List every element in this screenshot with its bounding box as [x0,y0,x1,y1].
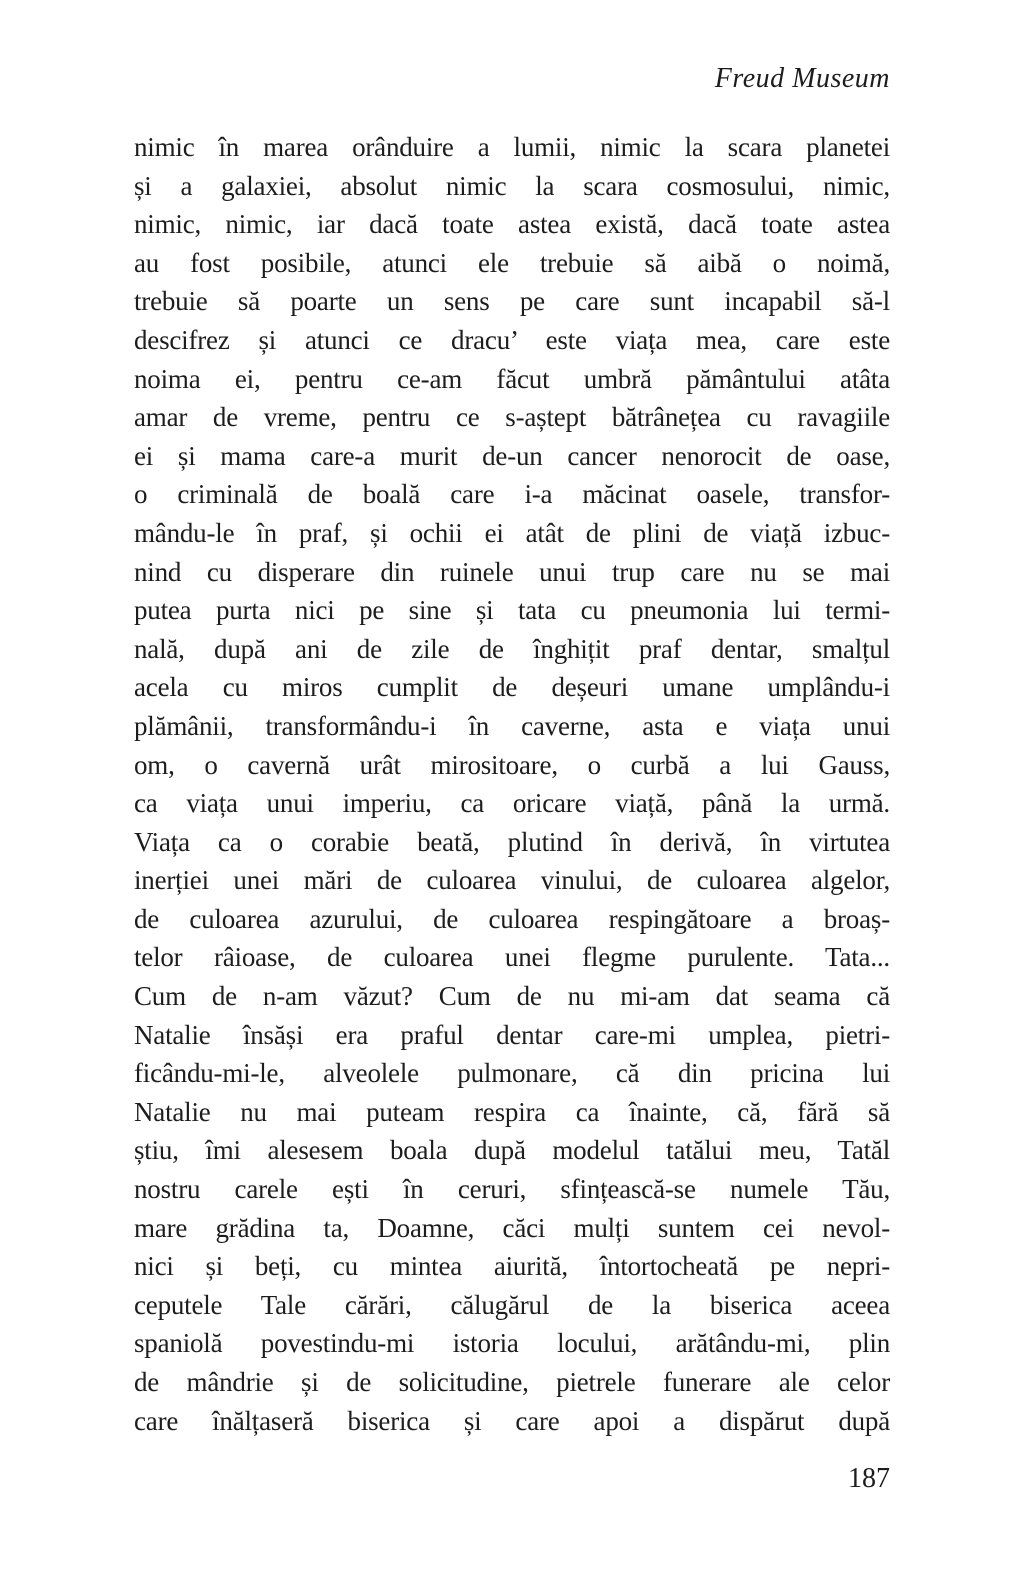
text-line: ei și mama care-a murit de-un cancer nenorocit de oase, [134,440,890,471]
text-line: de culoarea azurului, de culoarea respingătoare a broaș- [134,903,890,934]
running-header [134,63,890,95]
text-line: ceputele Tale cărări, călugărul de la biserica aceea [134,1289,890,1320]
text-line: Natalie nu mai puteam respira ca înainte, că, fără să [134,1096,890,1127]
text-line: amar de vreme, pentru ce s-aștept bătrânețea cu ravagiile [134,402,890,433]
text-line: trebuie să poarte un sens pe care sunt incapabil să-l [134,286,890,317]
text-line: plămânii, transformându-i în caverne, asta e viața unui [134,710,890,741]
text-line: nimic, nimic, iar dacă toate astea există, dacă toate astea [134,209,890,240]
text-line: acela cu miros cumplit de deșeuri umane umplându-i [134,672,890,703]
text-line: de mândrie și de solicitudine, pietrele funerare ale celor [134,1367,890,1397]
text-line: inerției unei mări de culoarea vinului, de culoarea algelor, [134,865,890,896]
text-line: nală, după ani de zile de înghițit praf dentar, smalțul [134,633,890,664]
text-line: Natalie însăși era praful dentar care-mi umplea, pietri- [134,1019,890,1050]
text-line: noima ei, pentru ce-am făcut umbră pământului atâta [134,363,890,394]
text-line: mare grădina ta, Doamne, căci mulți suntem cei nevol- [134,1212,890,1243]
page-footer [134,1463,890,1495]
text-line: mându-le în praf, și ochii ei atât de plini de viață izbuc- [134,517,890,548]
text-line: spaniolă povestindu-mi istoria locului, arătându-mi, plin [134,1328,890,1359]
body-text [134,128,890,1440]
text-line: telor râioase, de culoarea unei flegme purulente. Tata... [134,942,890,973]
text-line: nostru carele ești în ceruri, sfințească-se numele Tău, [134,1174,890,1205]
text-line: și a galaxiei, absolut nimic la scara cosmosului, nimic, [134,170,890,201]
text-line: Cum de n-am văzut? Cum de nu mi-am dat seama că [134,981,890,1012]
page-number: 187 [848,1463,890,1494]
text-line: știu, îmi alesesem boala după modelul tatălui meu, Tatăl [134,1135,890,1166]
text-line: o criminală de boală care i-a măcinat oasele, transfor- [134,479,890,510]
text-line: nimic în marea orânduire a lumii, nimic la scara planetei [134,132,890,162]
text-line: nind cu disperare din ruinele unui trup care nu se mai [134,556,890,587]
text-line: nici și beți, cu mintea aiurită, întortocheată pe nepri- [134,1251,890,1282]
text-line: om, o cavernă urât mirositoare, o curbă a lui Gauss, [134,749,890,780]
text-line: ficându-mi-le, alveolele pulmonare, că din pricina lui [134,1058,890,1089]
text-line: care înălțaseră biserica și care apoi a dispărut după [134,1405,890,1436]
running-header-title: Freud Museum [714,63,890,94]
text-line: Viața ca o corabie beată, plutind în derivă, în virtutea [134,826,890,857]
text-line: descifrez și atunci ce dracu’ este viața mea, care este [134,324,890,355]
text-line: au fost posibile, atunci ele trebuie să aibă o noimă, [134,247,890,278]
text-line: ca viața unui imperiu, ca oricare viață, până la urmă. [134,788,890,819]
text-line: putea purta nici pe sine și tata cu pneumonia lui termi- [134,595,890,626]
